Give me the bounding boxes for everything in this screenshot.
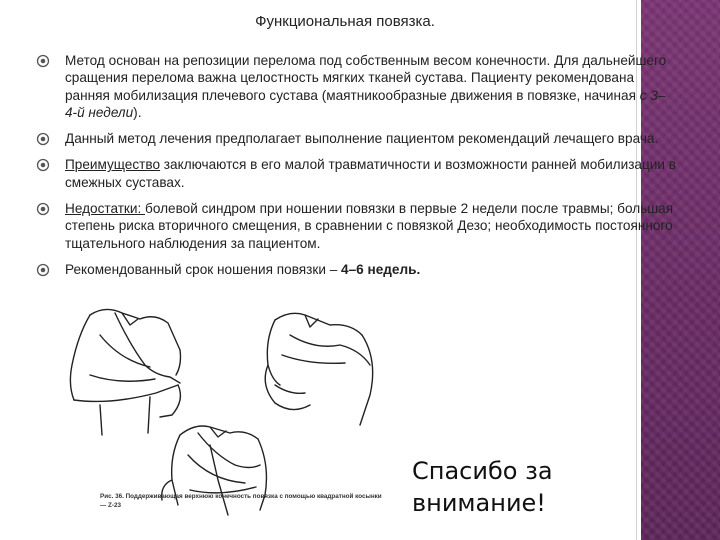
slide-title: Функциональная повязка. [255,13,435,30]
bullet-text: болевой синдром при ношении повязки в первые 2 недели после травмы; большая степень риска вторичного смещения, в сравнении с повязкой Дезо; необходимость постоянного тщательного наблюдения за пациентом. [65,201,674,251]
bullet-list [36,52,676,287]
bullet-text-underlined: Преимущество [65,157,161,173]
target-bullet-icon [36,54,50,68]
bullet-text-underlined: Недостатки: [65,201,146,217]
bullet-text-italic: с 3–4-й недели [65,87,666,120]
closing-message [412,455,612,519]
bullet-item-disadvantages [36,200,676,252]
target-bullet-icon [36,132,50,146]
closing-line-2: внимание! [412,489,546,517]
bullet-text: ). [133,104,142,120]
bullet-item-duration [36,261,676,278]
target-bullet-icon [36,158,50,172]
target-bullet-icon [36,263,50,277]
bullet-item-advantage [36,156,676,191]
bullet-text: Данный метод лечения предполагает выполнение пациентом рекомендаций лечащего врача. [65,131,659,147]
target-bullet-icon [36,202,50,216]
bullet-text: Рекомендованный срок ношения повязки – [65,261,342,277]
figure-caption: Рис. 36. Поддерживающая верхнюю конечность повязка с помощью квадратной косынки — Z-23 [100,493,382,509]
bullet-item-patient [36,130,676,147]
bullet-text: Метод основан на репозиции перелома под собственным весом конечности. Для дальнейшего сращения перелома важна целостность мягких тканей сустава. Пациенту рекомендована ранняя мобилизация плечевого сустава (маятникообразные движения в повязке, начиная [65,53,667,103]
bullet-text-bold: 4–6 недель. [341,261,421,277]
figure-side-view [265,313,372,425]
closing-line-1: Спасибо за [412,457,553,485]
bullet-text: заключаются в его малой травматичности и возможности ранней мобилизации в смежных суставах. [65,157,676,190]
bullet-item-method [36,52,676,121]
figure-front-view [70,309,180,435]
